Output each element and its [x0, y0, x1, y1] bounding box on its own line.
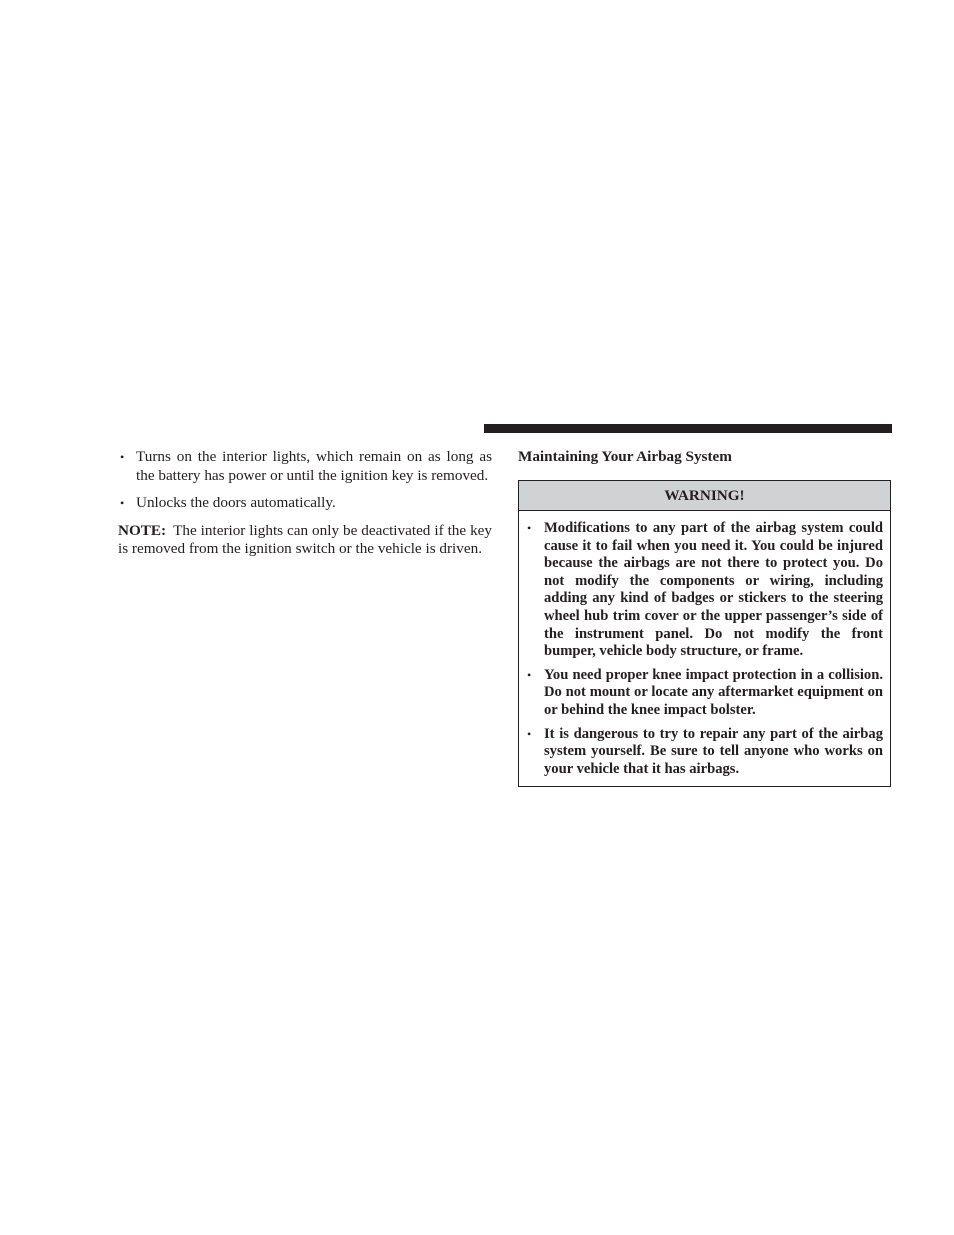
- warning-list: [519, 511, 890, 786]
- list-item: [118, 448, 492, 485]
- section-divider-bar: [484, 424, 892, 433]
- warning-item: [526, 520, 883, 661]
- note-text: The interior lights can only be deactivated if the key is removed from the ignition switch or the vehicle is driven.: [118, 521, 492, 557]
- list-item-text: Turns on the interior lights, which remain on as long as the battery has power or until the ignition key is removed.: [136, 448, 492, 484]
- bullet-icon: •: [527, 521, 532, 535]
- note-paragraph: [118, 522, 492, 559]
- warning-item: [526, 667, 883, 720]
- note-label: NOTE:: [118, 521, 167, 539]
- list-item-text: Unlocks the doors automatically.: [136, 494, 336, 511]
- warning-title: WARNING!: [519, 481, 890, 511]
- bullet-icon: •: [120, 496, 125, 510]
- warning-item-text: Modifications to any part of the airbag system could cause it to fail when you need it. You could be injured because the airbags are not there to protect you. Do not modify the components or wiring, including adding any kind of badges or stickers to the steering wheel hub trim cover or the upper passenger’s side of the instrument panel. Do not modify the front bumper, vehicle body structure, or frame.: [544, 520, 883, 660]
- feature-list: [118, 448, 492, 513]
- warning-item-text: You need proper knee impact protection in a collision. Do not mount or locate any aftermarket equipment on or behind the knee impact bolster.: [544, 666, 883, 718]
- bullet-icon: •: [527, 667, 532, 682]
- bullet-icon: •: [527, 726, 532, 741]
- section-heading: Maintaining Your Airbag System: [518, 448, 732, 465]
- warning-item-text: It is dangerous to try to repair any part of the airbag system yourself. Be sure to tell anyone who works on your vehicle that it has airbags.: [544, 725, 883, 777]
- left-column: [118, 448, 492, 559]
- list-item: [118, 494, 492, 513]
- warning-box: [518, 480, 891, 787]
- bullet-icon: •: [120, 450, 125, 464]
- warning-item: [526, 726, 883, 779]
